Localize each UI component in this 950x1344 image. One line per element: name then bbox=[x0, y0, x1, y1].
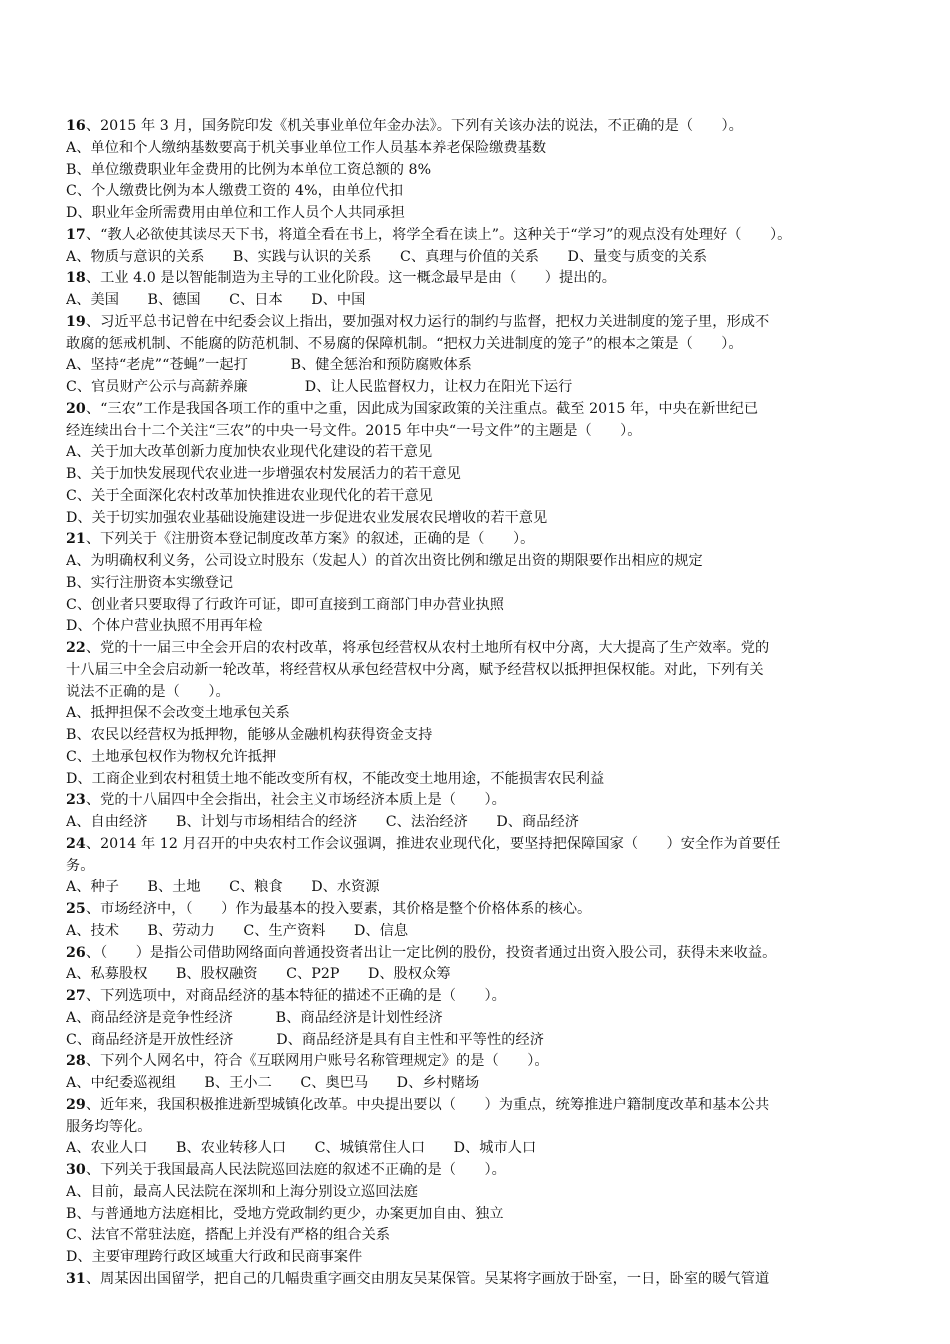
text-line bbox=[66, 660, 884, 682]
text-line bbox=[66, 1247, 884, 1269]
line-text: 、2014 年 12 月召开的中央农村工作会议强调，推进农业现代化，要坚持把保障国家（ ）安全作为首要任 bbox=[85, 835, 781, 852]
text-line bbox=[66, 160, 884, 182]
question-number: 16 bbox=[66, 118, 86, 134]
line-text: 、党的十一届三中全会开启的农村改革，将承包经营权从农村土地所有权中分离，大大提高了生产效率。党的 bbox=[85, 640, 770, 656]
question-line bbox=[66, 225, 884, 247]
line-text: A、自由经济 B、计划与市场相结合的经济 C、法治经济 D、商品经济 bbox=[66, 814, 579, 830]
line-text: 、“三农”工作是我国各项工作的重中之重，因此成为国家政策的关注重点。截至 2015 年，中央在新世纪已 bbox=[85, 400, 759, 417]
line-text: A、抵押担保不会改变土地承包关系 bbox=[66, 705, 290, 722]
line-text: A、农业人口 B、农业转移人口 C、城镇常住人口 D、城市人口 bbox=[66, 1140, 537, 1157]
question-line bbox=[66, 1160, 884, 1182]
text-line bbox=[66, 203, 884, 225]
line-text: A、关于加大改革创新力度加快农业现代化建设的若干意见 bbox=[66, 444, 433, 461]
question-line bbox=[66, 899, 884, 921]
line-text: 、习近平总书记曾在中纪委会议上指出，要加强对权力运行的制约与监督，把权力关进制度的笼子里，形成不 bbox=[85, 313, 770, 330]
line-text: 、（ ）是指公司借助网络面向普通投资者出让一定比例的股份，投资者通过出资入股公司，获得未来收益。 bbox=[85, 944, 777, 961]
line-text: A、私募股权 B、股权融资 C、P2P D、股权众筹 bbox=[66, 966, 451, 983]
text-line bbox=[66, 1138, 884, 1160]
line-text: 、下列关于《注册资本登记制度改革方案》的叙述，正确的是（ ）。 bbox=[85, 531, 535, 548]
text-line bbox=[66, 377, 884, 399]
text-line bbox=[66, 682, 884, 704]
line-text: 、2015 年 3 月，国务院印发《机关事业单位年金办法》。下列有关该办法的说法，不正确的是（ ）。 bbox=[85, 118, 743, 134]
text-line bbox=[66, 1225, 884, 1247]
line-text: A、为明确权利义务，公司设立时股东（发起人）的首次出资比例和缴足出资的期限要作出相应的规定 bbox=[66, 553, 703, 569]
line-text: C、法官不常驻法庭，搭配上并没有严格的组合关系 bbox=[66, 1227, 391, 1244]
line-text: 十八届三中全会启动新一轮改革，将经营权从承包经营权中分离，赋予经营权以抵押担保权能。对此，下列有关 bbox=[66, 661, 764, 678]
question-number: 20 bbox=[66, 400, 86, 417]
text-line bbox=[66, 1182, 884, 1204]
line-text: 、下列选项中，对商品经济的基本特征的描述不正确的是（ ）。 bbox=[85, 988, 506, 1004]
text-line bbox=[66, 1073, 884, 1095]
question-number: 18 bbox=[66, 270, 86, 287]
line-text: 、近年来，我国积极推进新型城镇化改革。中央提出要以（ ）为重点，统筹推进户籍制度改革和基本公共 bbox=[85, 1096, 770, 1113]
line-text: 说法不正确的是（ ）。 bbox=[66, 683, 230, 700]
question-number: 19 bbox=[66, 313, 86, 330]
text-line bbox=[66, 442, 884, 464]
question-line bbox=[66, 790, 884, 812]
line-text: 经连续出台十二个关注“三农”的中央一号文件。2015 年中央“一号文件”的主题是（ ）。 bbox=[66, 422, 642, 439]
line-text: B、关于加快发展现代农业进一步增强农村发展活力的若干意见 bbox=[66, 466, 461, 482]
line-text: C、关于全面深化农村改革加快推进农业现代化的若干意见 bbox=[66, 487, 433, 504]
line-text: C、土地承包权作为物权允许抵押 bbox=[66, 748, 277, 765]
line-text: A、技术 B、劳动力 C、生产资料 D、信息 bbox=[66, 922, 409, 939]
text-line bbox=[66, 247, 884, 269]
line-text: B、与普通地方法庭相比，受地方党政制约更少，办案更加自由、独立 bbox=[66, 1205, 504, 1222]
line-text: C、商品经济是开放性经济 D、商品经济是具有自主性和平等性的经济 bbox=[66, 1031, 544, 1048]
question-line bbox=[66, 1095, 884, 1117]
line-text: 服务均等化。 bbox=[66, 1118, 152, 1135]
text-line bbox=[66, 921, 884, 943]
line-text: A、商品经济是竞争性经济 B、商品经济是计划性经济 bbox=[66, 1009, 443, 1026]
text-line bbox=[66, 812, 884, 834]
text-line bbox=[66, 595, 884, 617]
line-text: B、单位缴费职业年金费用的比例为本单位工资总额的 8% bbox=[66, 161, 432, 178]
line-text: 务。 bbox=[66, 857, 95, 874]
text-line bbox=[66, 508, 884, 530]
text-line bbox=[66, 616, 884, 638]
question-line bbox=[66, 943, 884, 965]
text-line bbox=[66, 464, 884, 486]
question-number: 22 bbox=[66, 640, 86, 656]
line-text: 、工业 4.0 是以智能制造为主导的工业化阶段。这一概念最早是由（ ）提出的。 bbox=[85, 270, 616, 287]
line-text: C、个人缴费比例为本人缴费工资的 4%，由单位代扣 bbox=[66, 183, 404, 200]
question-line bbox=[66, 116, 884, 138]
question-line bbox=[66, 1051, 884, 1073]
question-number: 21 bbox=[66, 531, 86, 548]
question-line bbox=[66, 1269, 884, 1291]
line-text: A、中纪委巡视组 B、王小二 C、奥巴马 D、乡村赌场 bbox=[66, 1075, 480, 1091]
question-number: 24 bbox=[66, 835, 86, 852]
question-line bbox=[66, 529, 884, 551]
line-text: C、官员财产公示与高薪养廉 D、让人民监督权力，让权力在阳光下运行 bbox=[66, 379, 573, 395]
line-text: A、目前，最高人民法院在深圳和上海分别设立巡回法庭 bbox=[66, 1183, 418, 1200]
text-line bbox=[66, 856, 884, 878]
question-line bbox=[66, 268, 884, 290]
text-line bbox=[66, 1008, 884, 1030]
question-line bbox=[66, 986, 884, 1008]
question-line bbox=[66, 638, 884, 660]
text-line bbox=[66, 290, 884, 312]
text-line bbox=[66, 138, 884, 160]
line-text: A、美国 B、德国 C、日本 D、中国 bbox=[66, 292, 366, 308]
line-text: A、种子 B、土地 C、粮食 D、水资源 bbox=[66, 879, 380, 896]
question-number: 23 bbox=[66, 792, 86, 809]
question-number: 26 bbox=[66, 944, 86, 961]
line-text: A、坚持“老虎”“苍蝇”一起打 B、健全惩治和预防腐败体系 bbox=[66, 357, 472, 374]
line-text: D、职业年金所需费用由单位和工作人员个人共同承担 bbox=[66, 205, 405, 221]
line-text: 、下列关于我国最高人民法院巡回法庭的叙述不正确的是（ ）。 bbox=[85, 1162, 506, 1178]
text-line bbox=[66, 181, 884, 203]
line-text: C、创业者只要取得了行政许可证，即可直接到工商部门申办营业执照 bbox=[66, 596, 505, 613]
text-line bbox=[66, 1117, 884, 1139]
text-line bbox=[66, 486, 884, 508]
question-line bbox=[66, 399, 884, 421]
line-text: D、个体户营业执照不用再年检 bbox=[66, 618, 263, 635]
question-number: 29 bbox=[66, 1096, 86, 1113]
line-text: 、下列个人网名中，符合《互联网用户账号名称管理规定》的是（ ）。 bbox=[85, 1053, 549, 1070]
text-line bbox=[66, 573, 884, 595]
line-text: D、关于切实加强农业基础设施建设进一步促进农业发展农民增收的若干意见 bbox=[66, 509, 548, 526]
question-number: 31 bbox=[66, 1270, 86, 1287]
question-line bbox=[66, 834, 884, 856]
line-text: D、工商企业到农村租赁土地不能改变所有权，不能改变土地用途，不能损害农民利益 bbox=[66, 770, 605, 787]
text-line bbox=[66, 877, 884, 899]
text-line bbox=[66, 355, 884, 377]
text-line bbox=[66, 551, 884, 573]
text-line bbox=[66, 769, 884, 791]
question-number: 27 bbox=[66, 988, 86, 1004]
line-text: 、党的十八届四中全会指出，社会主义市场经济本质上是（ ）。 bbox=[85, 792, 506, 809]
line-text: D、主要审理跨行政区域重大行政和民商事案件 bbox=[66, 1249, 363, 1265]
line-text: B、农民以经营权为抵押物，能够从金融机构获得资金支持 bbox=[66, 727, 433, 743]
line-text: 、周某因出国留学，把自己的几幅贵重字画交由朋友吴某保管。吴某将字画放于卧室，一日，卧室的暖气管道 bbox=[85, 1270, 770, 1287]
text-line bbox=[66, 747, 884, 769]
text-line bbox=[66, 703, 884, 725]
document-page bbox=[66, 116, 884, 1291]
question-number: 25 bbox=[66, 901, 86, 917]
text-line bbox=[66, 334, 884, 356]
line-text: A、物质与意识的关系 B、实践与认识的关系 C、真理与价值的关系 D、量变与质变的关系 bbox=[66, 248, 708, 265]
line-text: B、实行注册资本实缴登记 bbox=[66, 574, 234, 591]
text-line bbox=[66, 1204, 884, 1226]
line-text: 、市场经济中，（ ）作为最基本的投入要素，其价格是整个价格体系的核心。 bbox=[85, 901, 592, 917]
question-number: 28 bbox=[66, 1053, 86, 1070]
text-line bbox=[66, 421, 884, 443]
question-line bbox=[66, 312, 884, 334]
line-text: 、“教人必欲使其读尽天下书，将道全看在书上，将学全看在读上”。这种关于“学习”的观点没有处理好（ ）。 bbox=[85, 226, 792, 243]
text-line bbox=[66, 725, 884, 747]
text-line bbox=[66, 1030, 884, 1052]
line-text: A、单位和个人缴纳基数要高于机关事业单位工作人员基本养老保险缴费基数 bbox=[66, 139, 547, 156]
text-line bbox=[66, 964, 884, 986]
question-number: 30 bbox=[66, 1162, 86, 1178]
question-number: 17 bbox=[66, 226, 86, 243]
line-text: 敢腐的惩戒机制、不能腐的防范机制、不易腐的保障机制。“把权力关进制度的笼子”的根本之策是（ ）。 bbox=[66, 335, 743, 352]
